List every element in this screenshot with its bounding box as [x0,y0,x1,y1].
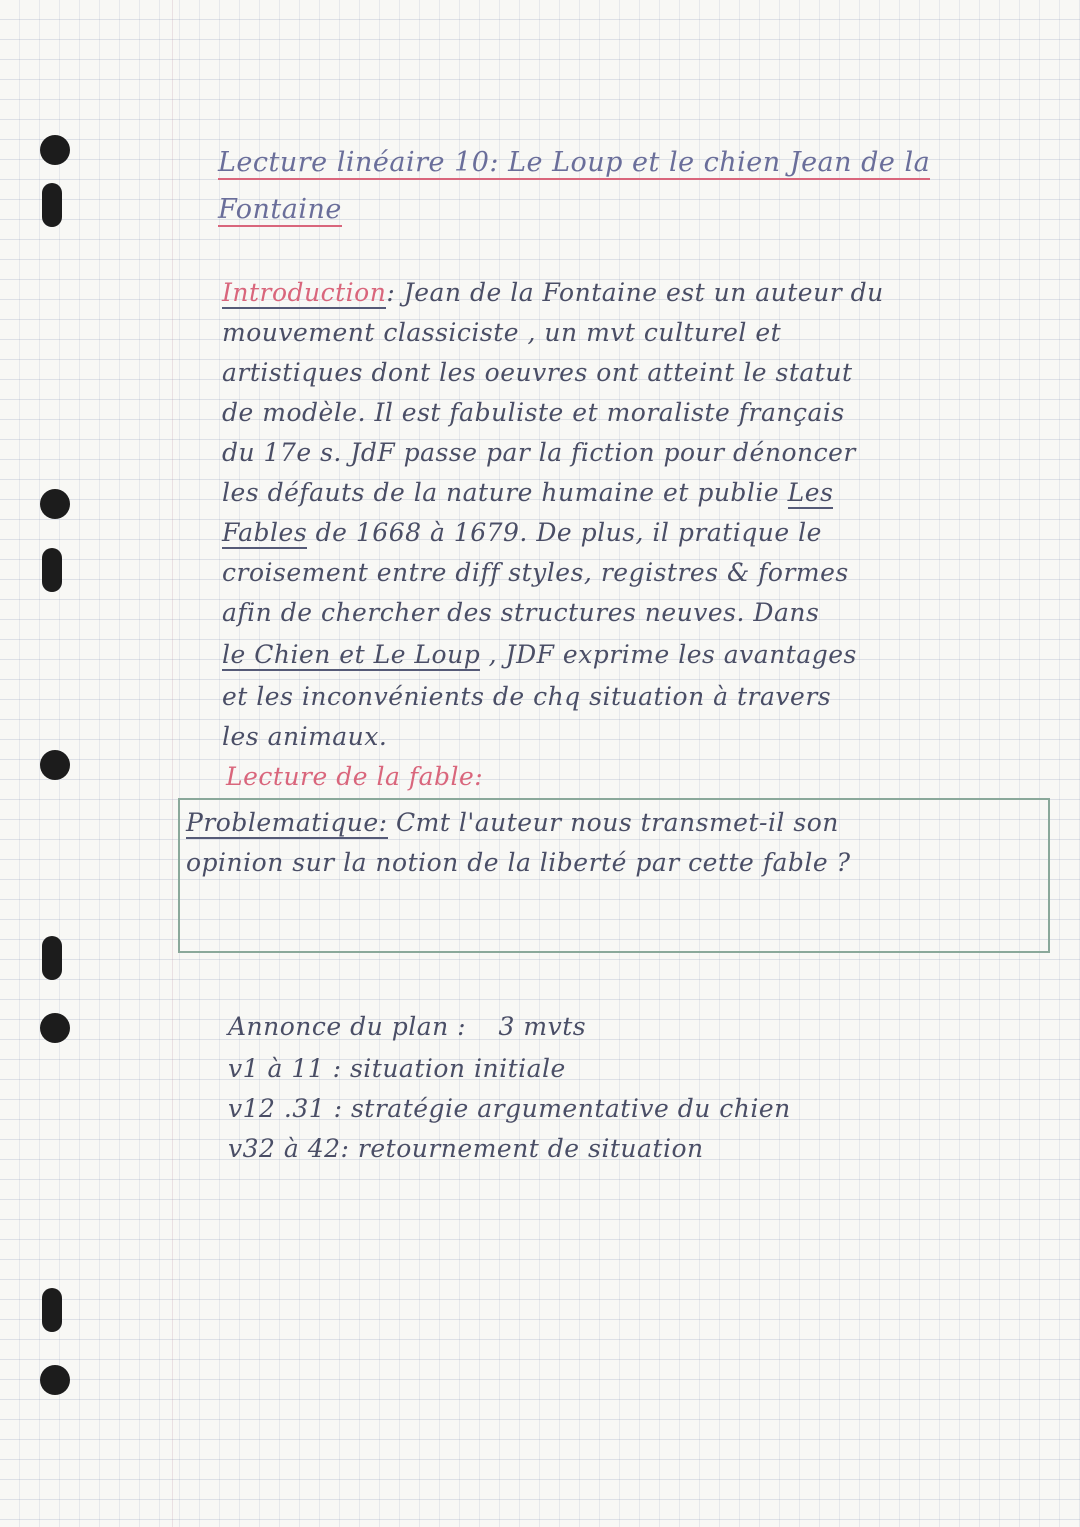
page-title-line-1: Lecture linéaire 10: Le Loup et le chien Jean de la [218,147,931,178]
binder-hole [40,489,70,519]
intro-text: mouvement classiciste , un mvt culturel et [222,318,782,347]
lecture-text: Lecture de la fable: [226,762,484,791]
problematique-line [186,848,851,878]
margin-line [172,0,173,1527]
intro-line [222,398,845,428]
plan-item-text: v32 à 42: retournement de situation [228,1134,704,1163]
intro-line [222,358,853,388]
plan-heading: Annonce du plan : [228,1012,467,1041]
intro-text: de 1668 à 1679. De plus, il pratique le [307,518,822,547]
plan-item-text: v1 à 11 : situation initiale [228,1054,566,1083]
intro-line [222,722,387,752]
binder-hole [42,1288,62,1332]
intro-text: et les inconvénients de chq situation à travers [222,682,832,711]
binder-hole [42,936,62,980]
binder-hole [40,1013,70,1043]
problematique-text: Cmt l'auteur nous transmet-il son [387,808,839,837]
binder-hole [40,135,70,165]
intro-text: croisement entre diff styles, registres & formes [222,558,849,587]
binder-hole [40,1365,70,1395]
plan-item [228,1054,566,1084]
binder-hole [40,750,70,780]
intro-line [222,682,831,712]
intro-line [222,478,833,508]
plan-heading-line [228,1012,586,1042]
intro-text: artistiques dont les oeuvres ont atteint le statut [222,358,853,387]
page-title [218,148,930,178]
intro-line [222,438,856,468]
intro-line [222,518,822,548]
plan-item [228,1134,704,1164]
binder-hole [42,548,62,592]
binder-hole [42,183,62,227]
intro-label: Introduction [222,278,387,307]
intro-line [222,640,857,670]
intro-text: , JDF exprime les avantages [480,640,857,669]
intro-text: afin de chercher des structures neuves. Dans [222,598,820,627]
fables-title-part: Les [787,478,834,507]
problematique-label: Problematique: [186,808,388,837]
intro-text: les défauts de la nature humaine et publie [222,478,780,507]
plan-item [228,1094,791,1124]
lecture-heading [226,762,483,792]
problematique-line [186,808,839,838]
intro-text: de modèle. Il est fabuliste et moraliste français [222,398,845,427]
intro-line [222,598,819,628]
plan-count: 3 mvts [498,1012,587,1041]
intro-text: : Jean de la Fontaine est un auteur du [386,278,884,307]
intro-text: les animaux. [222,722,388,751]
page-title-cont [218,195,342,225]
intro-line [222,278,884,308]
intro-text: du 17e s. JdF passe par la fiction pour dénoncer [222,438,856,467]
problematique-text: opinion sur la notion de la liberté par cette fable ? [186,848,851,877]
intro-line [222,558,849,588]
page-title-line-2: Fontaine [218,194,342,225]
fables-title-part: Fables [222,518,308,547]
plan-item-text: v12 .31 : stratégie argumentative du chien [228,1094,791,1123]
fable-title-ref: le Chien et Le Loup [222,640,481,669]
intro-line [222,318,781,348]
